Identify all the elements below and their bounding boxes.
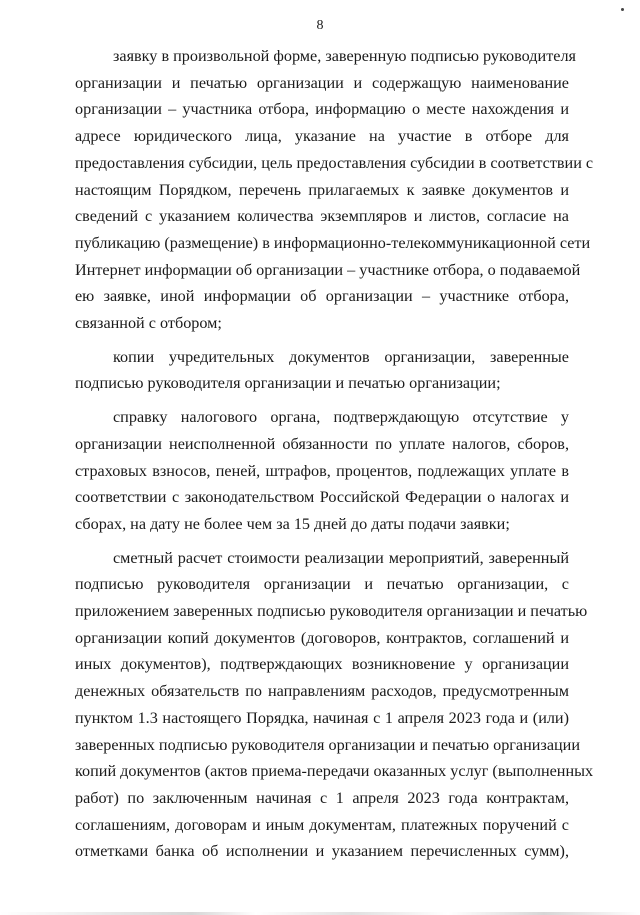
text-line: сведений с указанием количества экземпляров и листов, согласие на	[75, 207, 569, 226]
paragraph-founding-documents	[75, 344, 569, 397]
text-line: сметный расчет стоимости реализации мероприятий, заверенный	[113, 548, 569, 567]
text-line: публикацию (размещение) в информационно-телекоммуникационной сети	[75, 233, 591, 252]
text-line: иных документов), подтверждающих возникновение у организации	[75, 655, 569, 674]
text-line: заявку в произвольной форме, заверенную подписью руководителя	[113, 47, 576, 65]
text-line: заверенных подписью руководителя организации и печатью организации	[75, 735, 581, 754]
document-body	[75, 43, 594, 865]
text-line: адресе юридического лица, указание на участие в отборе для	[75, 127, 569, 146]
paragraph-application	[75, 43, 594, 337]
text-line: организации – участника отбора, информацию о месте нахождения и	[75, 100, 569, 119]
text-line: сборах, на дату не более чем за 15 дней до даты подачи заявки;	[75, 514, 510, 533]
text-line: страховых взносов, пеней, штрафов, процентов, подлежащих уплате в	[75, 461, 569, 480]
text-line: работ) по заключенным начиная с 1 апреля 2023 года контрактам,	[75, 788, 569, 807]
scan-speck	[621, 8, 624, 11]
text-line: подписью руководителя организации и печатью организации, с	[75, 575, 569, 594]
text-line: организации копий документов (договоров, контрактов, соглашений и	[75, 628, 569, 647]
text-line: организации и печатью организации и содержащую наименование	[75, 73, 569, 92]
text-line: организации неисполненной обязанности по уплате налогов, сборов,	[75, 434, 569, 453]
text-line: копии учредительных документов организации, заверенные	[113, 347, 569, 366]
text-line: настоящим Порядком, перечень прилагаемых к заявке документов и	[75, 180, 569, 199]
paragraph-tax-certificate	[75, 404, 569, 538]
text-line: ею заявке, иной информации об организации – участнике отбора,	[75, 287, 569, 306]
text-line: справку налогового органа, подтверждающую отсутствие у	[113, 408, 569, 427]
text-line: подписью руководителя организации и печатью организации;	[75, 374, 501, 393]
text-line: приложением заверенных подписью руководителя организации и печатью	[75, 602, 588, 621]
text-line: пунктом 1.3 настоящего Порядка, начиная с 1 апреля 2023 года и (или)	[75, 708, 569, 727]
text-line: соглашениям, договорам и иным документам, платежных поручений с	[75, 815, 569, 834]
text-line: предоставления субсидии, цель предоставления субсидии в соответствии с	[75, 153, 594, 172]
text-line: копий документов (актов приема-передачи оказанных услуг (выполненных	[75, 762, 594, 781]
paragraph-cost-estimate	[75, 545, 594, 865]
text-line: соответствии с законодательством Российской Федерации о налогах и	[75, 488, 569, 507]
text-line: Интернет информации об организации – участнике отбора, о подаваемой	[75, 260, 581, 279]
text-line: отметками банка об исполнении и указанием перечисленных сумм),	[75, 842, 569, 861]
text-line: денежных обязательств по направлениям расходов, предусмотренным	[75, 682, 569, 701]
page-number: 8	[316, 18, 324, 33]
text-line: связанной с отбором;	[75, 314, 222, 333]
